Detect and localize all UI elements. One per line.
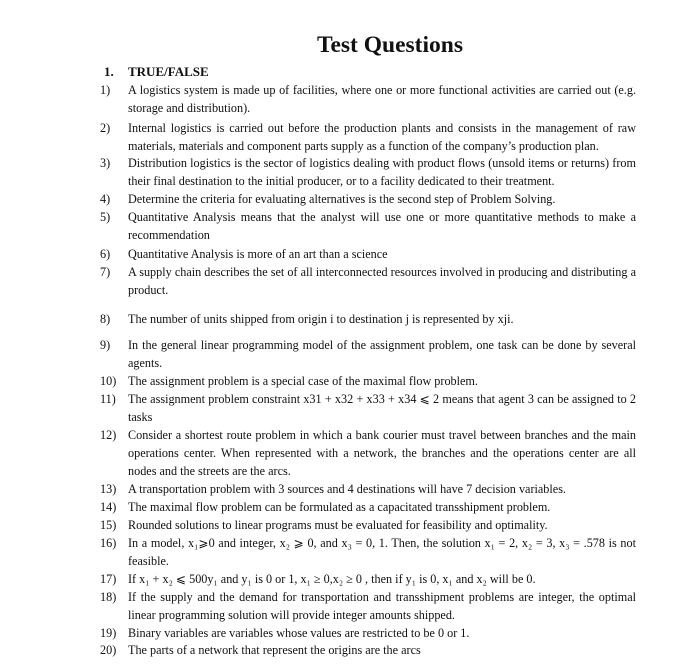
- question-text: A transportation problem with 3 sources and 4 destinations will have 7 decision variables.: [128, 482, 566, 496]
- question-number: 15): [100, 518, 117, 532]
- question-text: Internal logistics is carried out before the production plants and consists in the management of raw materials, materials and component parts supply as a function of the company’s production plan.: [128, 121, 636, 153]
- question-text: The maximal flow problem can be formulated as a capacitated transshipment problem.: [128, 500, 551, 514]
- question-number: 11): [100, 392, 116, 406]
- question-text: Quantitative Analysis means that the analyst will use one or more quantitative methods to make a recommendation: [128, 210, 636, 242]
- section-number: 1.: [104, 64, 114, 79]
- question-number: 5): [100, 210, 111, 224]
- question-number: 19): [100, 626, 117, 640]
- question-text: The assignment problem constraint x31 + x32 + x33 + x34 ⩽ 2 means that agent 3 can be assigned to 2 tasks: [128, 392, 636, 424]
- question-item: [100, 81, 636, 117]
- question-text: A supply chain describes the set of all interconnected resources involved in producing and distributing a product.: [128, 265, 636, 297]
- question-number: 10): [100, 374, 117, 388]
- question-item: [100, 588, 636, 624]
- question-item: [100, 624, 636, 642]
- question-number: 6): [100, 247, 111, 261]
- question-item: [100, 119, 636, 155]
- section-heading: [104, 63, 209, 81]
- question-item: [100, 208, 636, 244]
- question-item: [100, 516, 636, 534]
- question-number: 20): [100, 643, 117, 657]
- question-text: The number of units shipped from origin i to destination j is represented by xji.: [128, 312, 514, 326]
- question-item: [100, 372, 636, 390]
- question-item: [100, 263, 636, 299]
- question-text: A logistics system is made up of facilities, where one or more functional activities are carried out (e.g. storage and distribution).: [128, 83, 636, 115]
- question-text: The parts of a network that represent the origins are the arcs: [128, 643, 421, 657]
- question-number: 14): [100, 500, 117, 514]
- question-text: Rounded solutions to linear programs must be evaluated for feasibility and optimality.: [128, 518, 548, 532]
- question-number: 18): [100, 590, 117, 604]
- question-number: 16): [100, 536, 117, 550]
- section-title: TRUE/FALSE: [128, 64, 209, 79]
- question-number: 9): [100, 338, 111, 352]
- question-item: [100, 190, 636, 208]
- question-text: In the general linear programming model of the assignment problem, one task can be done by several agents.: [128, 338, 636, 370]
- question-number: 2): [100, 121, 111, 135]
- question-text: Consider a shortest route problem in which a bank courier must travel between branches and the main operations center. When represented with a network, the branches and the operations center are all nodes and the streets are the arcs.: [128, 428, 636, 478]
- question-number: 1): [100, 83, 111, 97]
- question-text: In a model, x₁⩾0 and integer, x₂ ⩾ 0, and x₃ = 0, 1. Then, the solution x₁ = 2, x₂ = 3, x₃ = .578 is not feasible.: [128, 536, 636, 568]
- question-text: Binary variables are variables whose values are restricted to be 0 or 1.: [128, 626, 470, 640]
- page-title: Test Questions: [316, 32, 464, 58]
- question-number: 8): [100, 312, 111, 326]
- question-number: 3): [100, 156, 111, 170]
- question-item: [100, 480, 636, 498]
- question-item: [100, 245, 636, 263]
- question-item: [100, 534, 636, 570]
- question-text: Distribution logistics is the sector of logistics dealing with product flows (unsold items or returns) from their final destination to the initial producer, or to a facility dedicated to their treatment.: [128, 156, 636, 188]
- question-item: [100, 154, 636, 190]
- question-number: 13): [100, 482, 117, 496]
- question-number: 4): [100, 192, 111, 206]
- question-item: [100, 390, 636, 426]
- question-text: The assignment problem is a special case of the maximal flow problem.: [128, 374, 478, 388]
- question-item: [100, 310, 636, 328]
- question-number: 7): [100, 265, 111, 279]
- question-text: If the supply and the demand for transportation and transshipment problems are integer, the optimal linear programming solution will provide integer amounts shipped.: [128, 590, 636, 622]
- question-text: Determine the criteria for evaluating alternatives is the second step of Problem Solving.: [128, 192, 556, 206]
- question-item: [100, 336, 636, 372]
- question-text: If x₁ + x₂ ⩽ 500y₁ and y₁ is 0 or 1, x₁ ≥ 0,x₂ ≥ 0 , then if y₁ is 0, x₁ and x₂ will be 0.: [128, 572, 536, 586]
- question-item: [100, 426, 636, 480]
- question-item: [100, 570, 636, 588]
- question-item: [100, 641, 636, 659]
- question-text: Quantitative Analysis is more of an art than a science: [128, 247, 388, 261]
- question-item: [100, 498, 636, 516]
- question-number: 12): [100, 428, 117, 442]
- question-number: 17): [100, 572, 117, 586]
